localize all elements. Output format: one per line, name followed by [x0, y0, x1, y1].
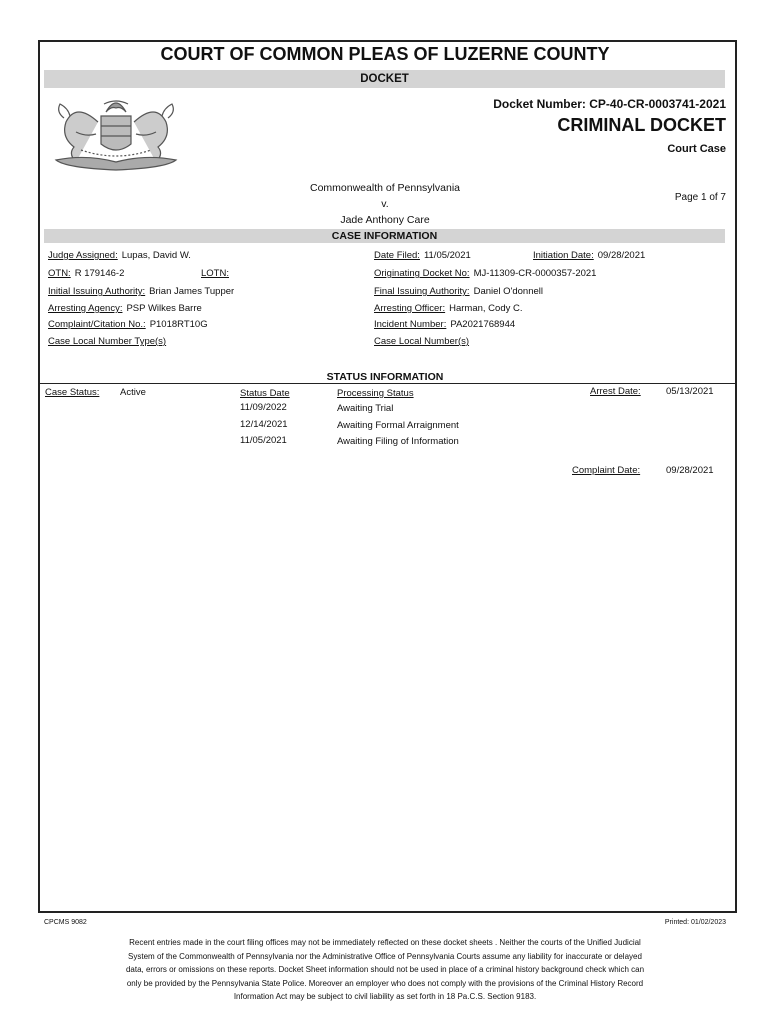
judge-value: Lupas, David W.: [121, 250, 191, 261]
incident-label: Incident Number:: [374, 319, 447, 330]
status-date-header: Status Date: [240, 388, 290, 399]
complaint-no-label: Complaint/Citation No.:: [48, 319, 146, 330]
pennsylvania-coat-of-arms-icon: [46, 92, 186, 174]
final-authority-label: Final Issuing Authority:: [374, 286, 470, 297]
case-information-heading: CASE INFORMATION: [44, 229, 725, 243]
processing-status: Awaiting Trial: [337, 403, 394, 414]
disclaimer: [80, 936, 690, 1004]
arresting-officer-label: Arresting Officer:: [374, 303, 446, 314]
date-filed-row: [374, 250, 471, 261]
docket-bar: DOCKET: [44, 70, 725, 88]
judge-label: Judge Assigned:: [48, 250, 118, 261]
otn-value: R 179146-2: [74, 268, 125, 279]
page-indicator: Page 1 of 7: [674, 192, 726, 203]
case-status-label: Case Status:: [45, 387, 100, 398]
arrest-date-label: Arrest Date:: [590, 386, 641, 397]
incident-value: PA2021768944: [450, 319, 516, 330]
case-kind: Court Case: [667, 143, 726, 155]
caption-defendant: Jade Anthony Care: [340, 214, 430, 226]
complaint-no-row: [48, 319, 208, 330]
initiation-row: [533, 250, 645, 261]
otn-label: OTN:: [48, 268, 71, 279]
complaint-date-label: Complaint Date:: [572, 465, 641, 476]
originating-docket-label: Originating Docket No:: [374, 268, 470, 279]
incident-row: [374, 319, 515, 330]
originating-docket-row: [374, 268, 596, 279]
initiation-label: Initiation Date:: [533, 250, 594, 261]
local-number-label: Case Local Number(s): [374, 336, 470, 347]
lotn-row: [201, 268, 233, 279]
case-status-row: [45, 387, 103, 398]
initial-authority-value: Brian James Tupper: [149, 286, 235, 297]
disclaimer-line: System of the Commonwealth of Pennsylvania nor the Administrative Office of Pennsylvania Courts assume any liability for inaccurate or delayed: [128, 951, 642, 961]
case-status-value: Active: [120, 387, 146, 398]
court-title: COURT OF COMMON PLEAS OF LUZERNE COUNTY: [160, 44, 610, 64]
local-type-label: Case Local Number Type(s): [48, 336, 167, 347]
initiation-value: 09/28/2021: [597, 250, 646, 261]
status-information-heading: STATUS INFORMATION: [326, 371, 444, 383]
disclaimer-line: Recent entries made in the court filing offices may not be immediately reflected on these docket sheets . Neither the courts of the Unified Judicial: [129, 938, 641, 947]
processing-status: Awaiting Filing of Information: [337, 436, 459, 447]
printed-date: Printed: 01/02/2023: [664, 919, 726, 926]
docket-type: CRIMINAL DOCKET: [557, 115, 726, 135]
arresting-officer-value: Harman, Cody C.: [449, 303, 523, 314]
processing-status-header: Processing Status: [337, 388, 414, 399]
initial-authority-label: Initial Issuing Authority:: [48, 286, 146, 297]
status-divider: [40, 383, 735, 384]
caption-plaintiff: Commonwealth of Pennsylvania: [310, 182, 460, 194]
date-filed-label: Date Filed:: [374, 250, 420, 261]
final-authority-row: [374, 286, 543, 297]
judge-row: [48, 250, 191, 261]
arresting-agency-row: [48, 303, 202, 314]
final-authority-value: Daniel O'donnell: [473, 286, 543, 297]
status-date: 11/09/2022: [240, 402, 287, 413]
arrest-date-value: 05/13/2021: [666, 386, 714, 397]
disclaimer-line: data, errors or omissions on these reports. Docket Sheet information should not be used in place of a criminal history background check which can: [125, 965, 645, 975]
date-filed-value: 11/05/2021: [423, 250, 471, 261]
status-date: 12/14/2021: [240, 419, 288, 430]
caption-versus: v.: [381, 198, 389, 210]
local-number-row: [374, 336, 473, 347]
arresting-officer-row: [374, 303, 523, 314]
arresting-agency-label: Arresting Agency:: [48, 303, 123, 314]
disclaimer-line: only be provided by the Pennsylvania State Police. Moreover an employer who does not comply with the provisions of the Criminal History Record: [126, 978, 644, 988]
otn-row: [48, 268, 124, 279]
arresting-agency-value: PSP Wilkes Barre: [126, 303, 202, 314]
initial-authority-row: [48, 286, 234, 297]
docket-number: Docket Number: CP-40-CR-0003741-2021: [493, 97, 726, 111]
originating-docket-value: MJ-11309-CR-0000357-2021: [473, 268, 597, 279]
lotn-label: LOTN:: [201, 268, 229, 279]
local-type-row: [48, 336, 170, 347]
disclaimer-line: Information Act may be subject to civil liability as set forth in 18 Pa.C.S. Section 9183.: [233, 992, 537, 1002]
form-code: CPCMS 9082: [44, 919, 87, 926]
complaint-date-value: 09/28/2021: [666, 465, 714, 476]
complaint-no-value: P1018RT10G: [149, 319, 208, 330]
status-date: 11/05/2021: [240, 435, 287, 446]
processing-status: Awaiting Formal Arraignment: [337, 420, 459, 431]
